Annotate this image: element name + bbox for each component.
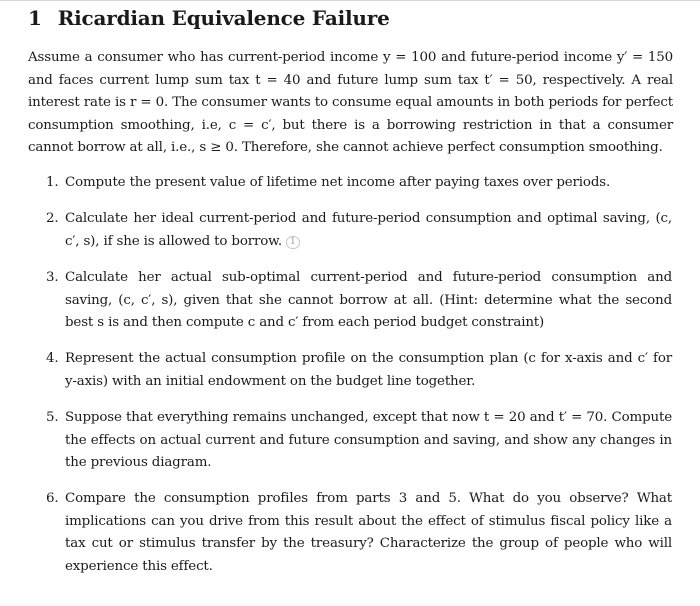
question-item [0,267,672,334]
section-number: 1 [28,6,42,30]
question-number: 2. [46,211,59,227]
question-text: Compare the consumption profiles from parts 3 and 5. What do you observe? What implications can you drive from this result about the effect of stimulus fiscal policy like a tax cut or stimulus transfer by the treasury? Characterize the group of people who will experience this effect. [65,491,672,574]
question-text: Represent the actual consumption profile on the consumption plan (c for x-axis and c′ for y-axis) with an initial endowment on the budget line together. [65,351,672,389]
question-number: 1. [46,175,59,190]
question-number: 3. [46,270,59,286]
question-item [0,208,672,253]
question-number: 6. [46,491,59,507]
question-item [0,407,672,474]
question-text: Compute the present value of lifetime net income after paying taxes over periods. [65,175,611,190]
comment-marker-icon[interactable]: 1 [286,236,300,249]
question-text: Calculate her ideal current-period and future-period consumption and optimal saving, (c, c′, s), if she is allowed to borrow. [65,211,672,249]
intro-paragraph: Assume a consumer who has current-period income y = 100 and future-period income y′ = 150 and faces current lump sum tax t = 40 and future lump sum tax t′ = 50, respectively. A real interest rate is r = 0. The consumer wants to consume equal amounts in both periods for perfect consumption smoothing, i.e, c = c′, but there is a borrowing restriction in that a consumer cannot borrow at all, i.e., s ≥ 0. Therefore, she cannot achieve perfect consumption smoothing. [28,50,673,156]
section-heading [28,6,390,30]
question-list [0,172,700,578]
section-title: Ricardian Equivalence Failure [57,6,390,30]
question-text: Suppose that everything remains unchanged, except that now t = 20 and t′ = 70. Compute the effects on actual current and future consumption and saving, and show any changes in the previous diagram. [65,410,672,471]
question-text: Calculate her actual sub-optimal current-period and future-period consumption and saving, (c, c′, s), given that she cannot borrow at all. (Hint: determine what the second best s is and then compute c and c′ from each period budget constraint) [65,270,672,331]
question-item [0,348,672,393]
question-number: 5. [46,410,59,426]
question-item [0,488,672,578]
top-rule [0,0,700,1]
question-item [0,172,672,194]
question-number: 4. [46,351,59,367]
